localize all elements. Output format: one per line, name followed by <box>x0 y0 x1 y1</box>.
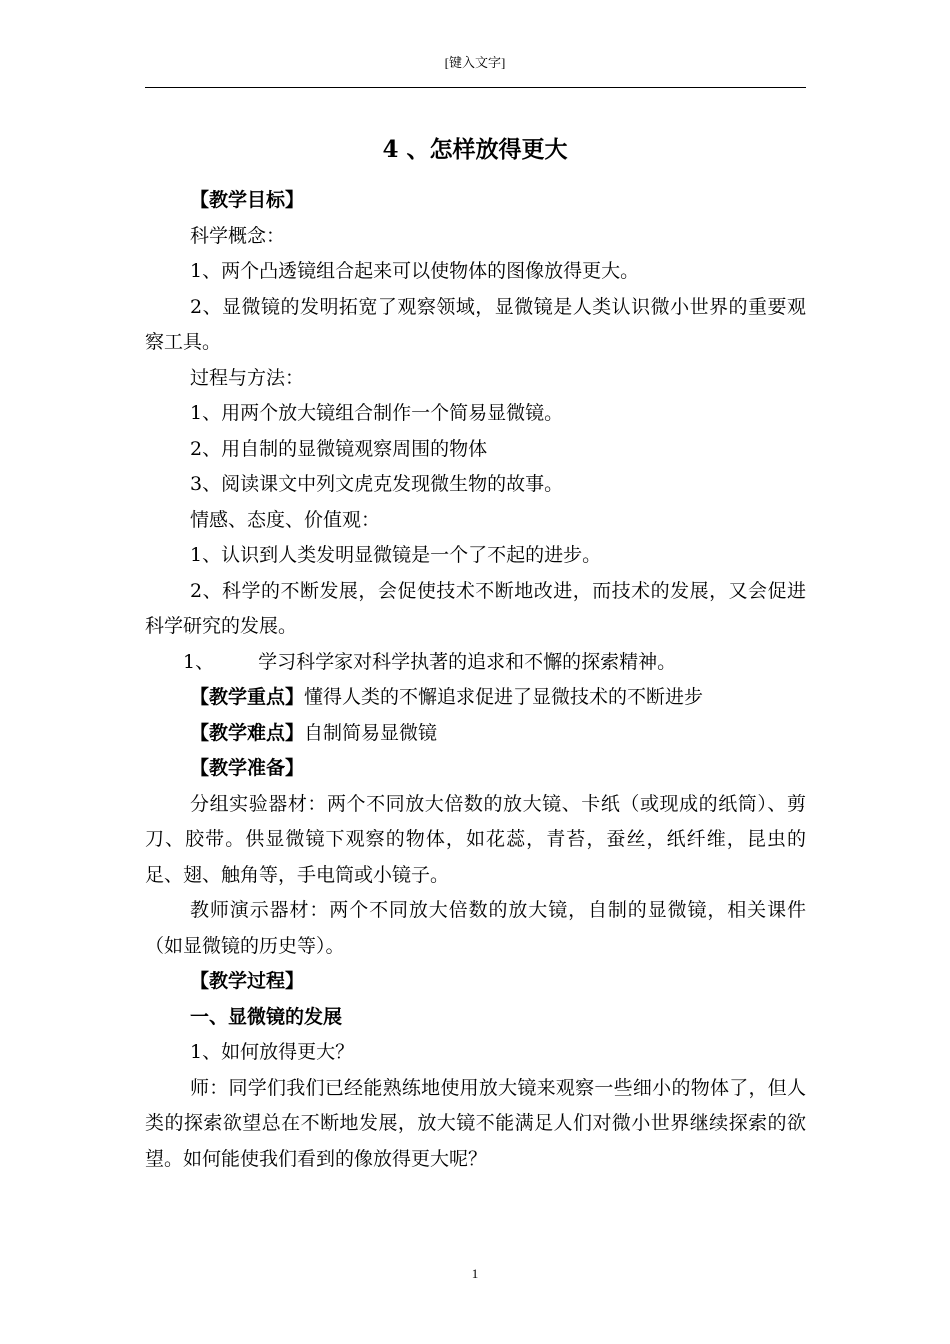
process-item-1: 1、用两个放大镜组合制作一个简易显微镜。 <box>190 402 564 424</box>
header-divider <box>145 87 806 88</box>
difficulty-line <box>145 716 806 752</box>
preparation-group-materials: 分组实验器材：两个不同放大倍数的放大镜、卡纸（或现成的纸筒）、剪刀、胶带。供显微镜下观察的物体，如花蕊，青苔，蚕丝，纸纤维，昆虫的足、翅、触角等，手电筒或小镜子。 <box>145 792 806 886</box>
difficulty-heading: 【教学难点】 <box>190 721 305 744</box>
key-point-line <box>145 680 806 716</box>
attitude-item-2: 2、科学的不断发展，会促使技术不断地改进，而技术的发展，又会促进科学研究的发展。 <box>145 579 806 637</box>
process-item-2: 2、用自制的显微镜观察周围的物体 <box>190 437 488 460</box>
concept-label: 科学概念： <box>190 224 286 247</box>
process-method-label: 过程与方法： <box>190 366 305 389</box>
process-item-3: 3、阅读课文中列文虎克发现微生物的故事。 <box>190 473 564 495</box>
attitude-item-1: 1、认识到人类发明显微镜是一个了不起的进步。 <box>190 544 602 566</box>
part-1-question: 1、如何放得更大？ <box>190 1041 355 1063</box>
page-header: [键入文字] <box>444 55 506 70</box>
preparation-teacher-materials: 教师演示器材：两个不同放大倍数的放大镜，自制的显微镜，相关课件（如显微镜的历史等）。 <box>145 899 806 957</box>
preparation-heading: 【教学准备】 <box>190 757 305 779</box>
document-body <box>145 183 806 1177</box>
key-point-heading: 【教学重点】 <box>190 686 305 708</box>
attitude-item-3 <box>145 645 806 681</box>
attitude-item-3-text: 学习科学家对科学执著的追求和不懈的探索精神。 <box>258 650 677 673</box>
attitude-label: 情感、态度、价值观： <box>190 508 381 531</box>
part-1-teacher-text: 师：同学们我们已经能熟练地使用放大镜来观察一些细小的物体了，但人类的探索欲望总在不断地发展，放大镜不能满足人们对微小世界继续探索的欲望。如何能使我们看到的像放得更大呢？ <box>145 1076 806 1170</box>
objectives-heading: 【教学目标】 <box>190 189 305 211</box>
concept-item-1: 1、两个凸透镜组合起来可以使物体的图像放得更大。 <box>190 260 640 282</box>
document-title: 4 、怎样放得更大 <box>382 136 568 163</box>
page-number: 1 <box>471 1266 479 1281</box>
key-point-text: 懂得人类的不懈追求促进了显微技术的不断进步 <box>304 686 704 708</box>
concept-item-2: 2、显微镜的发明拓宽了观察领域，显微镜是人类认识微小世界的重要观察工具。 <box>145 295 806 353</box>
difficulty-text: 自制简易显微镜 <box>304 721 438 744</box>
part-1-heading: 一、显微镜的发展 <box>190 1005 343 1028</box>
attitude-item-3-number: 1、 <box>183 650 215 673</box>
teaching-process-heading: 【教学过程】 <box>190 970 305 992</box>
